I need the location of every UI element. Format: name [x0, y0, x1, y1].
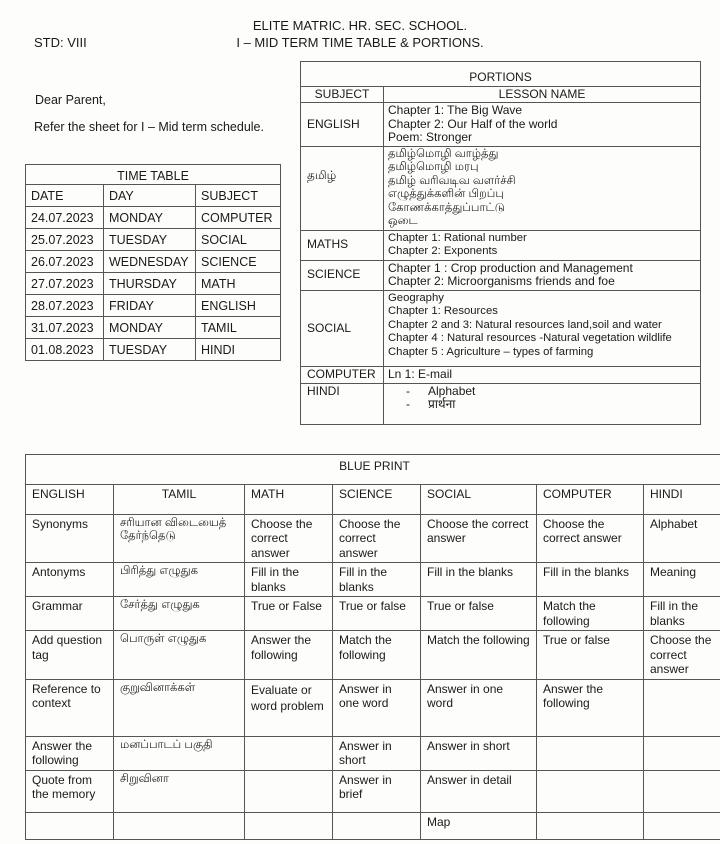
question-type: சரியான விடையைத் தேர்ந்தெடு [114, 514, 245, 563]
lesson-list [384, 383, 701, 424]
question-type: True or False [245, 597, 333, 631]
question-type: Answer in brief [333, 770, 421, 812]
question-type: சேர்த்து எழுதுக [114, 597, 245, 631]
lesson-name: Alphabet [428, 383, 476, 398]
lesson-name: Chapter 1: The Big Wave [388, 103, 523, 117]
lesson-name: தமிழ் வரிவடிவ வளர்ச்சி [388, 174, 516, 187]
lesson-name: தமிழ்மொழி மரபு [388, 161, 479, 173]
lesson-name: Chapter 2: Exponents [388, 245, 498, 257]
exam-date: 24.07.2023 [26, 207, 104, 229]
question-type: Answer in short [333, 736, 421, 770]
table-row [26, 563, 720, 597]
time-table-header: SUBJECT [196, 185, 281, 207]
lesson-list [384, 146, 701, 230]
blue-print-header: MATH [245, 484, 333, 514]
bullet: - [406, 383, 410, 398]
question-type: True or false [333, 597, 421, 631]
question-type [26, 812, 114, 839]
standard-label: STD: VIII [34, 35, 87, 50]
table-row [26, 597, 720, 631]
portion-subject: SCIENCE [301, 260, 384, 290]
exam-date: 01.08.2023 [26, 339, 104, 361]
lesson-list [384, 103, 701, 147]
question-type: True or false [537, 631, 644, 680]
blue-print-header: ENGLISH [26, 484, 114, 514]
question-type: Choose the correct answer [333, 514, 421, 563]
question-type: Grammar [26, 597, 114, 631]
table-row [26, 229, 281, 251]
lesson-name: Poem: Stronger [388, 130, 473, 144]
question-type [245, 770, 333, 812]
lesson-name: Chapter 5 : Agriculture – types of farming [388, 345, 594, 358]
lesson-item [388, 398, 696, 412]
portions-table [300, 61, 701, 425]
lesson-name: Chapter 2: Microorganisms friends and foe [388, 274, 615, 288]
question-type [114, 812, 245, 839]
question-type [537, 770, 644, 812]
blue-print-header: SOCIAL [421, 484, 537, 514]
time-table-header: DATE [26, 185, 104, 207]
table-row [301, 367, 701, 384]
question-type [537, 736, 644, 770]
time-table-title: TIME TABLE [26, 165, 281, 185]
question-type: Reference to context [26, 679, 114, 736]
exam-subject: HINDI [196, 339, 281, 361]
time-table [25, 164, 281, 361]
question-type: Quote from the memory [26, 770, 114, 812]
table-row [26, 631, 720, 680]
table-row [26, 339, 281, 361]
question-type: பொருள் எழுதுக [114, 631, 245, 680]
exam-subject: ENGLISH [196, 295, 281, 317]
question-type [537, 812, 644, 839]
exam-subject: SCIENCE [196, 251, 281, 273]
question-type: Match the following [421, 631, 537, 680]
table-row [26, 812, 720, 839]
exam-day: MONDAY [104, 207, 196, 229]
exam-date: 26.07.2023 [26, 251, 104, 273]
portion-subject: SOCIAL [301, 290, 384, 367]
question-type: Match the following [333, 631, 421, 680]
question-type: Answer the following [537, 679, 644, 736]
blue-print-table [25, 454, 720, 840]
question-type: Answer in detail [421, 770, 537, 812]
lesson-name: தமிழ்மொழி வாழ்த்து [388, 147, 499, 160]
blue-print-title: BLUE PRINT [26, 455, 720, 485]
exam-date: 27.07.2023 [26, 273, 104, 295]
lesson-name: Chapter 2 and 3: Natural resources land,soil and water [388, 318, 662, 331]
lesson-name: Geography [388, 291, 444, 304]
table-row [301, 290, 701, 367]
question-type [245, 812, 333, 839]
intro-message: Refer the sheet for I – Mid term schedule. [34, 120, 264, 134]
exam-subject: SOCIAL [196, 229, 281, 251]
blue-print-header: HINDI [644, 484, 720, 514]
exam-date: 25.07.2023 [26, 229, 104, 251]
table-row [301, 383, 701, 424]
question-type: Alphabet [644, 514, 720, 563]
blue-print-header: TAMIL [114, 484, 245, 514]
question-type [644, 770, 720, 812]
question-type: Choose the correct answer [421, 514, 537, 563]
question-type: Meaning [644, 563, 720, 597]
table-row [26, 207, 281, 229]
lesson-item [388, 385, 696, 399]
lesson-name: ஒடை [388, 215, 418, 227]
question-type: Antonyms [26, 563, 114, 597]
lesson-list [384, 260, 701, 290]
lesson-name: Chapter 1: Resources [388, 305, 498, 317]
exam-title: I – MID TERM TIME TABLE & PORTIONS. [236, 35, 484, 50]
table-row [26, 736, 720, 770]
exam-day: MONDAY [104, 317, 196, 339]
question-type [245, 736, 333, 770]
lesson-list [384, 367, 701, 384]
exam-day: TUESDAY [104, 339, 196, 361]
question-type: Match the following [537, 597, 644, 631]
lesson-name: கோணக்காத்துப்பாட்டு [388, 201, 505, 214]
table-row [301, 260, 701, 290]
lesson-list [384, 230, 701, 260]
question-type: Choose the correct answer [537, 514, 644, 563]
portion-subject: தமிழ் [301, 146, 384, 230]
exam-subject: COMPUTER [196, 207, 281, 229]
lesson-name: Chapter 4 : Natural resources -Natural vegetation wildlife [388, 332, 672, 344]
question-type: Fill in the blanks [537, 563, 644, 597]
exam-day: TUESDAY [104, 229, 196, 251]
lesson-name: Ln 1: E-mail [388, 367, 453, 381]
question-type: Answer the following [245, 631, 333, 680]
lesson-list [384, 290, 701, 367]
table-row [26, 295, 281, 317]
portion-subject: ENGLISH [301, 103, 384, 147]
exam-subject: MATH [196, 273, 281, 295]
exam-date: 28.07.2023 [26, 295, 104, 317]
bullet: - [406, 397, 410, 411]
question-type: மனப்பாடப் பகுதி [114, 736, 245, 770]
exam-day: WEDNESDAY [104, 251, 196, 273]
question-type: Synonyms [26, 514, 114, 563]
table-row [26, 514, 720, 563]
question-type: சிறுவினா [114, 770, 245, 812]
table-row [26, 317, 281, 339]
question-type: Answer in one word [333, 679, 421, 736]
portions-title: PORTIONS [301, 62, 701, 87]
blue-print-header: COMPUTER [537, 484, 644, 514]
greeting: Dear Parent, [35, 93, 106, 107]
question-type: True or false [421, 597, 537, 631]
portions-header: LESSON NAME [384, 86, 701, 103]
lesson-name: Chapter 1: Rational number [388, 231, 527, 244]
question-type: Add question tag [26, 631, 114, 680]
question-type [644, 812, 720, 839]
table-row [26, 273, 281, 295]
question-type: Evaluate or word problem [245, 679, 333, 736]
table-row [301, 230, 701, 260]
portion-subject: MATHS [301, 230, 384, 260]
question-type: Choose the correct answer [245, 514, 333, 563]
question-type: Answer in one word [421, 679, 537, 736]
question-type [333, 812, 421, 839]
question-type [644, 679, 720, 736]
table-row [26, 770, 720, 812]
portion-subject: HINDI [301, 383, 384, 424]
question-type: Fill in the blanks [644, 597, 720, 631]
table-row [26, 251, 281, 273]
time-table-header: DAY [104, 185, 196, 207]
exam-day: FRIDAY [104, 295, 196, 317]
exam-subject: TAMIL [196, 317, 281, 339]
portion-subject: COMPUTER [301, 367, 384, 384]
question-type [644, 736, 720, 770]
lesson-name: प्रार्थना [428, 397, 456, 411]
question-type: Map [421, 812, 537, 839]
lesson-name: Chapter 1 : Crop production and Management [388, 260, 633, 275]
table-row [301, 103, 701, 147]
question-type: குறுவினாக்கள் [114, 679, 245, 736]
question-type: Answer in short [421, 736, 537, 770]
table-row [26, 679, 720, 736]
question-type: Answer the following [26, 736, 114, 770]
question-type: Choose the correct answer [644, 631, 720, 680]
table-row [301, 146, 701, 230]
lesson-name: Chapter 2: Our Half of the world [388, 116, 558, 131]
exam-day: THURSDAY [104, 273, 196, 295]
question-type: Fill in the blanks [421, 563, 537, 597]
exam-date: 31.07.2023 [26, 317, 104, 339]
question-type: Fill in the blanks [245, 563, 333, 597]
question-type: பிரித்து எழுதுக [114, 563, 245, 597]
blue-print-header: SCIENCE [333, 484, 421, 514]
school-name: ELITE MATRIC. HR. SEC. SCHOOL. [252, 18, 468, 33]
lesson-name: எழுத்துக்களின் பிறப்பு [388, 188, 504, 200]
question-type: Fill in the blanks [333, 563, 421, 597]
portions-header: SUBJECT [301, 86, 384, 103]
